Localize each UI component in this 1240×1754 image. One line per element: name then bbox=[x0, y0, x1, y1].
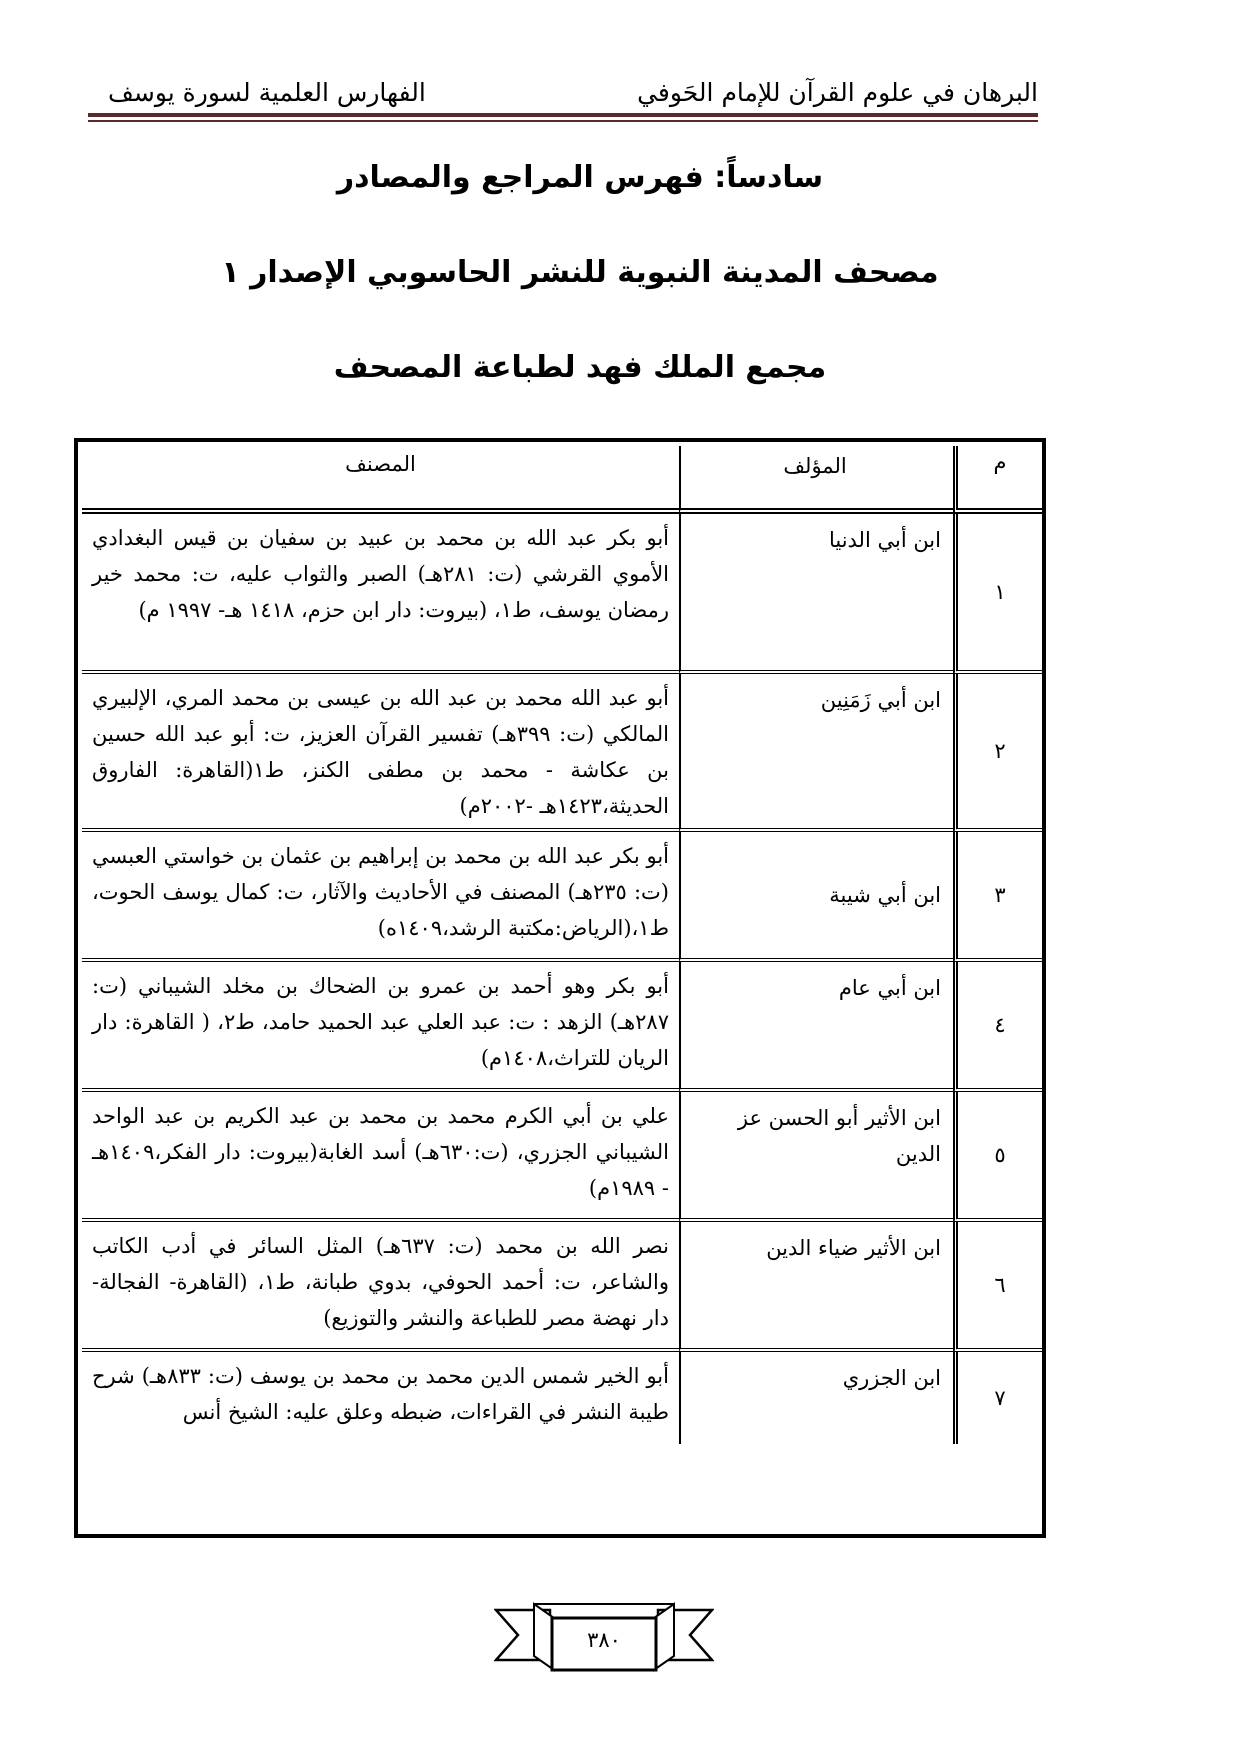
references-table bbox=[82, 446, 1042, 1444]
row-work: أبو بكر وهو أحمد بن عمرو بن الضحاك بن مخلد الشيباني (ت: ٢٨٧هـ) الزهد : ت: عبد العلي عبد الحميد حامد، ط٢، ( القاهرة: دار الريان للتراث،١٤٠٨م) bbox=[82, 962, 679, 1092]
header-section-title: الفهارس العلمية لسورة يوسف bbox=[108, 78, 426, 107]
table-row bbox=[82, 674, 1042, 832]
table-row bbox=[82, 1092, 1042, 1222]
row-author: ابن أبي عام bbox=[679, 962, 953, 1092]
row-work: أبو بكر عبد الله بن محمد بن عبيد بن سفيان بن قيس البغدادي الأموي القرشي (ت: ٢٨١هـ) الصبر والثواب عليه، ت: محمد خير رمضان يوسف، ط١، (بيروت: دار ابن حزم، ١٤١٨ هـ- ١٩٩٧ م) bbox=[82, 514, 679, 674]
row-author: ابن أبي شيبة bbox=[679, 832, 953, 962]
row-num: ٤ bbox=[953, 962, 1042, 1092]
row-author: ابن أبي زَمَنِين bbox=[679, 674, 953, 832]
row-author: ابن أبي الدنيا bbox=[679, 514, 953, 674]
header-rule-thick bbox=[88, 113, 1038, 117]
row-num: ٥ bbox=[953, 1092, 1042, 1222]
table-row bbox=[82, 962, 1042, 1092]
row-author: ابن الأثير ضياء الدين bbox=[679, 1222, 953, 1352]
row-author: ابن الجزري bbox=[679, 1352, 953, 1444]
row-num: ٣ bbox=[953, 832, 1042, 962]
table-header-row bbox=[82, 446, 1042, 514]
section-heading-text: فهرس المراجع والمصادر bbox=[336, 160, 704, 195]
row-num: ١ bbox=[953, 514, 1042, 674]
section-heading bbox=[60, 160, 1100, 195]
row-num: ٦ bbox=[953, 1222, 1042, 1352]
row-num: ٧ bbox=[953, 1352, 1042, 1444]
row-work: أبو عبد الله محمد بن عبد الله بن عيسى بن محمد المري، الإلبيري المالكي (ت: ٣٩٩هـ) تفسير القرآن العزيز، ت: أبو عبد الله حسين بن عكاشة - محمد بن مطفى الكنز، ط١(القاهرة: الفاروق الحديثة،١٤٢٣هـ -٢٠٠٢م) bbox=[82, 674, 679, 832]
table-row bbox=[82, 514, 1042, 674]
table-row bbox=[82, 1352, 1042, 1444]
references-table-frame bbox=[74, 438, 1046, 1538]
table-row bbox=[82, 1222, 1042, 1352]
row-work: أبو بكر عبد الله بن محمد بن إبراهيم بن عثمان بن خواستي العبسي (ت: ٢٣٥هـ) المصنف في الأحاديث والآثار، ت: كمال يوسف الحوت، ط١،(الرياض:مكتبة الرشد،١٤٠٩ه) bbox=[82, 832, 679, 962]
row-num: ٢ bbox=[953, 674, 1042, 832]
row-work: أبو الخير شمس الدين محمد بن محمد بن يوسف (ت: ٨٣٣هـ) شرح طيبة النشر في القراءات، ضبطه وعلق عليه: الشيخ أنس bbox=[92, 1364, 669, 1424]
publisher-title: مجمع الملك فهد لطباعة المصحف bbox=[333, 350, 827, 385]
table-row bbox=[82, 832, 1042, 962]
section-heading-prefix: سادساً: bbox=[714, 160, 824, 195]
page-number-ribbon bbox=[494, 1590, 714, 1682]
page-number: ٣٨٠ bbox=[587, 1628, 621, 1652]
header-work: المصنف bbox=[82, 446, 679, 514]
header-author: المؤلف bbox=[679, 446, 953, 514]
header-rule-thin bbox=[88, 120, 1038, 122]
header-num: م bbox=[953, 446, 1042, 514]
row-work: نصر الله بن محمد (ت: ٦٣٧هـ) المثل السائر في أدب الكاتب والشاعر، ت: أحمد الحوفي، بدوي طبانة، ط١، (القاهرة- الفجالة- دار نهضة مصر للطباعة والنشر والتوزيع) bbox=[82, 1222, 679, 1352]
row-work: علي بن أبي الكرم محمد بن محمد بن عبد الكريم بن عبد الواحد الشيباني الجزري، (ت:٦٣٠هـ) أسد الغابة(بيروت: دار الفكر،١٤٠٩هـ - ١٩٨٩م) bbox=[82, 1092, 679, 1222]
row-author: ابن الأثير أبو الحسن عز الدين bbox=[679, 1092, 953, 1222]
source-title: مصحف المدينة النبوية للنشر الحاسوبي الإصدار ١ bbox=[221, 255, 939, 290]
header-book-title: البرهان في علوم القرآن للإمام الحَوفي bbox=[637, 78, 1038, 107]
